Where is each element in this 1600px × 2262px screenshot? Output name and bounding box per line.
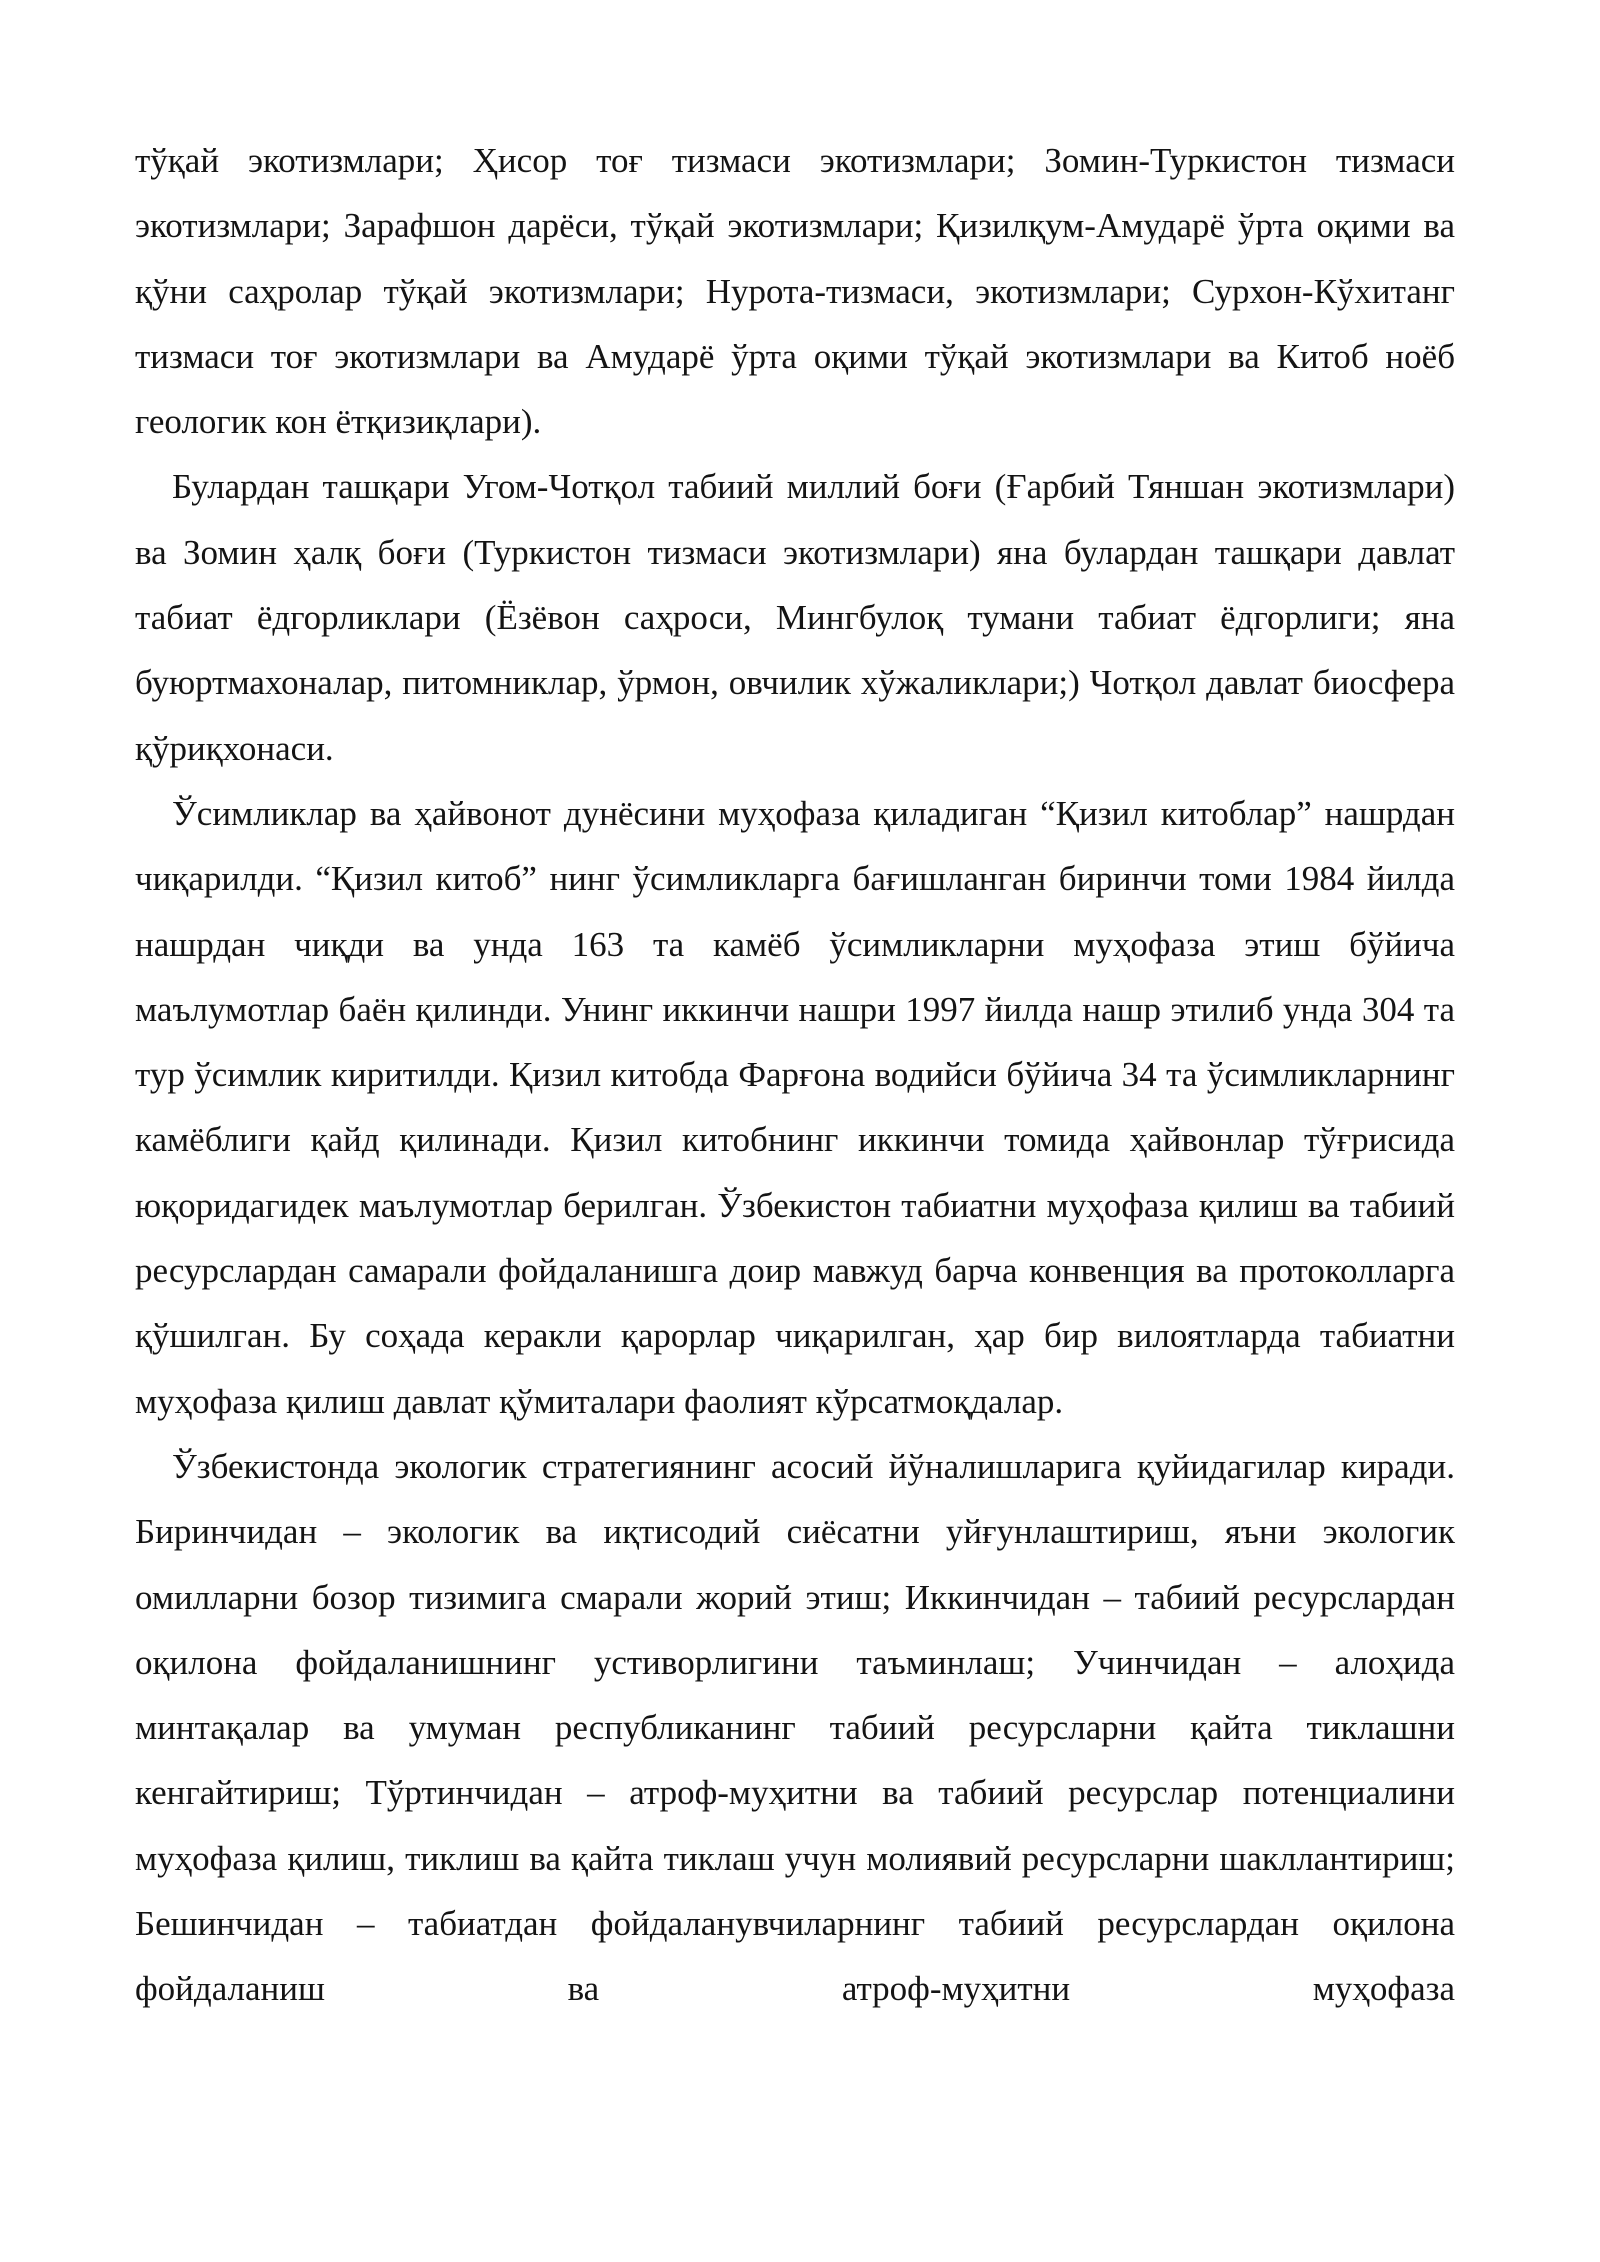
document-body <box>135 128 1455 2022</box>
paragraph-national-parks: Булардан ташқари Угом-Чотқол табиий миллий боғи (Ғарбий Тяншан экотизмлари) ва Зомин ҳалқ боғи (Туркистон тизмаси экотизмлари) яна булардан ташқари давлат табиат ёдгорликлари (Ёзёвон саҳроси, Мингбулоқ тумани табиат ёдгорлиги; яна буюртмахоналар, питомниклар, ўрмон, овчилик хўжаликлари;) Чотқол давлат биосфера қўриқхонаси. <box>135 467 1455 768</box>
paragraph-ecological-strategy: Ўзбекистонда экологик стратегиянинг асосий йўналишларига қуйидагилар киради. Биринчидан – экологик ва иқтисодий сиёсатни уйғунлаштириш, яъни экологик омилларни бозор тизимига смарали жорий этиш; Иккинчидан – табиий ресурслардан оқилона фойдаланишнинг устиворлигини таъминлаш; Учинчидан – алоҳида минтақалар ва умуман республиканинг табиий ресурсларни қайта тиклашни кенгайтириш; Тўртинчидан – атроф-муҳитни ва табиий ресурслар потенциалини муҳофаза қилиш, тиклиш ва қайта тиклаш учун молиявий ресурсларни шакллантириш; Бешинчидан – табиатдан фойдаланувчиларнинг табиий ресурслардан оқилона фойдаланиш ва атроф-муҳитни муҳофаза <box>135 1446 1455 2009</box>
paragraph-red-book: Ўсимликлар ва ҳайвонот дунёсини муҳофаза қиладиган “Қизил китоблар” нашрдан чиқарилди. “Қизил китоб” нинг ўсимликларга бағишланган биринчи томи 1984 йилда нашрдан чиқди ва унда 163 та камёб ўсимликларни муҳофаза этиш бўйича маълумотлар баён қилинди. Унинг иккинчи нашри 1997 йилда нашр этилиб унда 304 та тур ўсимлик киритилди. Қизил китобда Фарғона водийси бўйича 34 та ўсимликларнинг камёблиги қайд қилинади. Қизил китобнинг иккинчи томида ҳайвонлар тўғрисида юқоридагидек маълумотлар берилган. Ўзбекистон табиатни муҳофаза қилиш ва табиий ресурслардан самарали фойдаланишга доир мавжуд барча конвенция ва протоколларга қўшилган. Бу соҳада керакли қарорлар чиқарилган, ҳар бир вилоятларда табиатни муҳофаза қилиш давлат қўмиталари фаолият кўрсатмоқдалар. <box>135 793 1455 1421</box>
paragraph-continuation: тўқай экотизмлари; Ҳисор тоғ тизмаси экотизмлари; Зомин-Туркистон тизмаси экотизмлари; Зарафшон дарёси, тўқай экотизмлари; Қизилқум-Амударё ўрта оқими ва қўни саҳролар тўқай экотизмлари; Нурота-тизмаси, экотизмлари; Сурхон-Кўхитанг тизмаси тоғ экотизмлари ва Амударё ўрта оқими тўқай экотизмлари ва Китоб ноёб геологик кон ётқизиқлари). <box>135 141 1455 442</box>
